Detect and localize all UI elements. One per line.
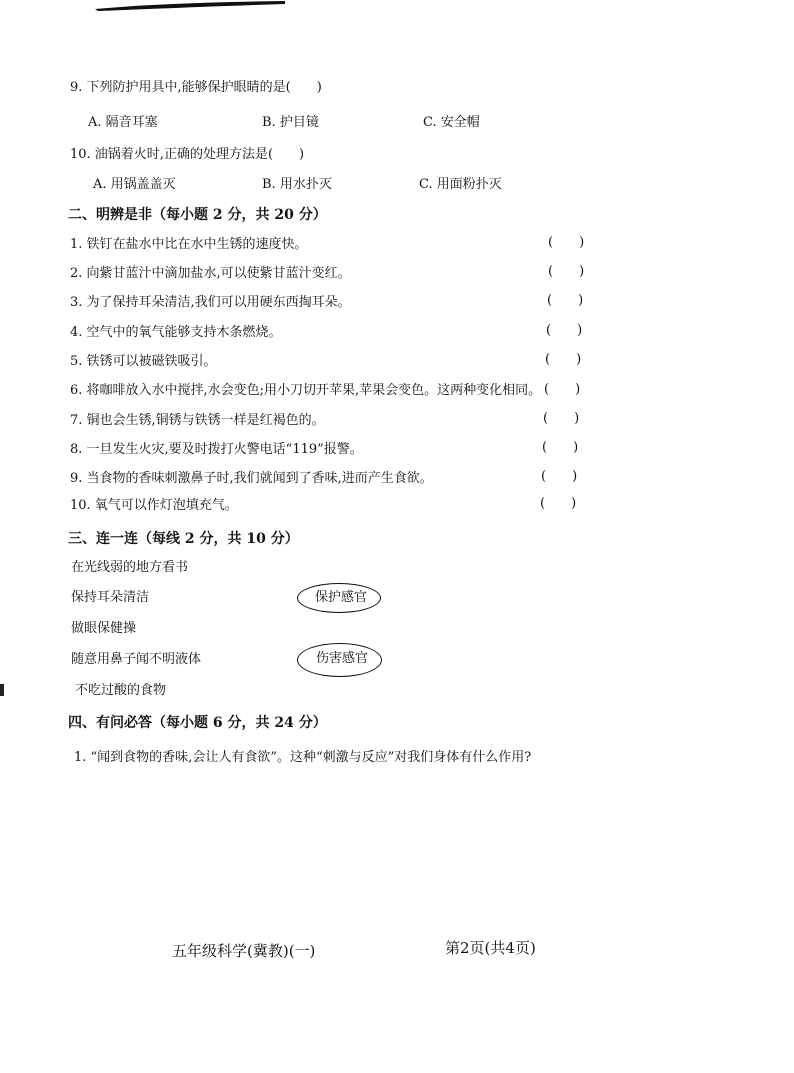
q10-stem: 10. 油锅着火时,正确的处理方法是( ) (70, 147, 305, 162)
q10-option-b: B. 用水扑灭 (262, 177, 332, 192)
q10-option-c: C. 用面粉扑灭 (419, 177, 502, 192)
q9-option-c: C. 安全帽 (423, 115, 480, 130)
section2-title: 二、明辨是非（每小题 2 分，共 20 分） (68, 207, 327, 223)
match-left-item: 做眼保健操 (71, 621, 137, 636)
footer-subject: 五年级科学(冀教)(一) (172, 942, 316, 960)
section4-title: 四、有问必答（每小题 6 分，共 24 分） (68, 715, 327, 731)
scan-mark (90, 0, 290, 12)
match-left-item: 在光线弱的地方看书 (71, 560, 189, 575)
footer-page-number: 第2页(共4页) (445, 939, 536, 957)
match-left-item: 不吃过酸的食物 (75, 683, 167, 698)
match-right-protect: 保护感官 (315, 590, 368, 605)
answer-blank: ( ) (548, 264, 585, 279)
answer-blank: ( ) (541, 469, 578, 484)
match-left-item: 保持耳朵清洁 (71, 590, 150, 605)
judge-item: 5. 铁锈可以被磁铁吸引。 (70, 354, 217, 369)
q9-option-a: A. 隔音耳塞 (88, 115, 158, 130)
judge-item: 3. 为了保持耳朵清洁,我们可以用硬东西掏耳朵。 (70, 295, 351, 310)
answer-blank: ( ) (544, 382, 581, 397)
judge-item: 1. 铁钉在盐水中比在水中生锈的速度快。 (70, 237, 308, 252)
judge-item: 10. 氧气可以作灯泡填充气。 (70, 498, 238, 513)
match-left-item: 随意用鼻子闻不明液体 (71, 652, 202, 667)
answer-blank: ( ) (545, 352, 582, 367)
judge-item: 9. 当食物的香味刺激鼻子时,我们就闻到了香味,进而产生食欲。 (70, 471, 433, 486)
judge-item: 4. 空气中的氧气能够支持木条燃烧。 (70, 325, 282, 340)
q10-option-a: A. 用锅盖盖灭 (93, 177, 176, 192)
answer-blank: ( ) (542, 440, 579, 455)
answer-blank: ( ) (543, 411, 580, 426)
essay-question: 1. “闻到食物的香味,会让人有食欲”。这种“刺激与反应”对我们身体有什么作用? (74, 750, 532, 765)
answer-blank: ( ) (547, 293, 584, 308)
q9-stem: 9. 下列防护用具中,能够保护眼睛的是( ) (70, 80, 322, 95)
answer-blank: ( ) (548, 235, 585, 250)
judge-item: 7. 铜也会生锈,铜锈与铁锈一样是红褐色的。 (70, 413, 325, 428)
judge-item: 8. 一旦发生火灾,要及时拨打火警电话“119”报警。 (70, 442, 363, 457)
edge-mark (0, 684, 4, 696)
q9-option-b: B. 护目镜 (262, 115, 319, 130)
judge-item: 2. 向紫甘蓝汁中滴加盐水,可以使紫甘蓝汁变红。 (70, 266, 351, 281)
answer-blank: ( ) (540, 496, 577, 511)
judge-item: 6. 将咖啡放入水中搅拌,水会变色;用小刀切开苹果,苹果会变色。这两种变化相同。 (70, 383, 542, 398)
section3-title: 三、连一连（每线 2 分，共 10 分） (68, 531, 299, 547)
answer-blank: ( ) (546, 323, 583, 338)
match-right-harm: 伤害感官 (316, 651, 369, 666)
